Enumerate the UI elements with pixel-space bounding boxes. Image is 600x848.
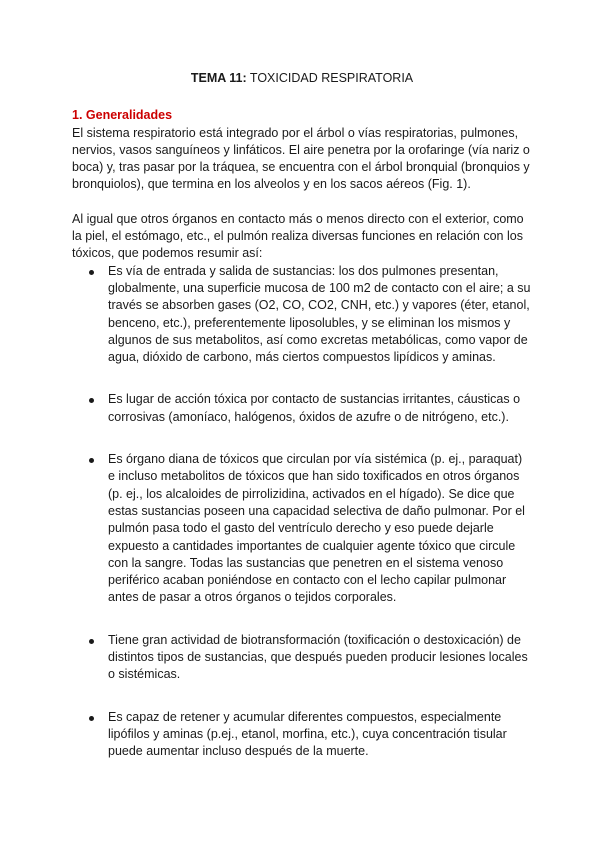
list-item-text: Es órgano diana de tóxicos que circulan por vía sistémica (p. ej., paraquat) e incluso metabolitos de tóxicos que han sido toxificados en otros órganos (p. ej., los alcaloides de pirrolizidina, activados en el hígado). Se dice que estas sustancias poseen una capacidad selectiva de daño pulmonar. Por el pulmón pasa todo el gasto del ventrículo derecho y eso puede dejarle expuesto a cantidades importantes de cualquier agente tóxico que circule con la sangre. Todas las sustancias que penetren en el sistema venoso periférico acaban poniéndose en contacto con el lecho capilar pulmonar antes de pasar a otros órganos o tejidos corporales. bbox=[108, 452, 525, 605]
bullet-list bbox=[72, 263, 532, 761]
title-prefix: TEMA 11: bbox=[190, 71, 247, 85]
list-item-text: Tiene gran actividad de biotransformación (toxificación o destoxicación) de distintos tipos de sustancias, que después pueden producir lesiones locales o sistémicas. bbox=[108, 632, 528, 682]
bullet-icon bbox=[89, 639, 94, 644]
bullet-icon bbox=[89, 458, 94, 463]
list-item bbox=[108, 391, 532, 426]
list-item bbox=[108, 709, 532, 761]
document-page bbox=[72, 70, 532, 786]
list-item bbox=[108, 632, 532, 684]
bullet-icon bbox=[89, 398, 94, 403]
paragraph: Al igual que otros órganos en contacto más o menos directo con el exterior, como la piel, el estómago, etc., el pulmón realiza diversas funciones en relación con los tóxicos, que podemos resumir así: bbox=[72, 211, 524, 261]
list-item-text: Es capaz de retener y acumular diferentes compuestos, especialmente lipófilos y aminas (p.ej., etanol, morfina, etc.), cuya concentración tisular puede aumentar incluso después de la muerte. bbox=[108, 709, 507, 759]
bullet-icon bbox=[89, 270, 94, 275]
list-item bbox=[108, 263, 532, 367]
document-title bbox=[72, 70, 532, 87]
list-item bbox=[108, 451, 532, 607]
title-text: TOXICIDAD RESPIRATORIA bbox=[246, 71, 414, 85]
paragraph: El sistema respiratorio está integrado por el árbol o vías respiratorias, pulmones, nervios, vasos sanguíneos y linfáticos. El aire penetra por la orofaringe (vía nariz o boca) y, tras pasar por la tráquea, se encuentra con el árbol bronquial (bronquios y bronquiolos), que termina en los alveolos y en los sacos aéreos (Fig. 1). bbox=[72, 125, 530, 192]
list-item-text: Es vía de entrada y salida de sustancias: los dos pulmones presentan, globalmente, una superficie mucosa de 100 m2 de contacto con el aire; a su través se absorben gases (O2, CO, CO2, CNH, etc.) y vapores (éter, etanol, benceno, etc.), preferentemente liposolubles, y se eliminan los mismos y algunos de sus metabolitos, así como excretas metabólicas, como vapor de agua, dióxido de carbono, más ciertos compuestos lipídicos y aminas. bbox=[108, 263, 531, 365]
section-heading: 1. Generalidades bbox=[72, 108, 173, 123]
bullet-icon bbox=[89, 716, 94, 721]
list-item-text: Es lugar de acción tóxica por contacto de sustancias irritantes, cáusticas o corrosivas (amoníaco, halógenos, óxidos de azufre o de nitrógeno, etc.). bbox=[108, 392, 521, 424]
